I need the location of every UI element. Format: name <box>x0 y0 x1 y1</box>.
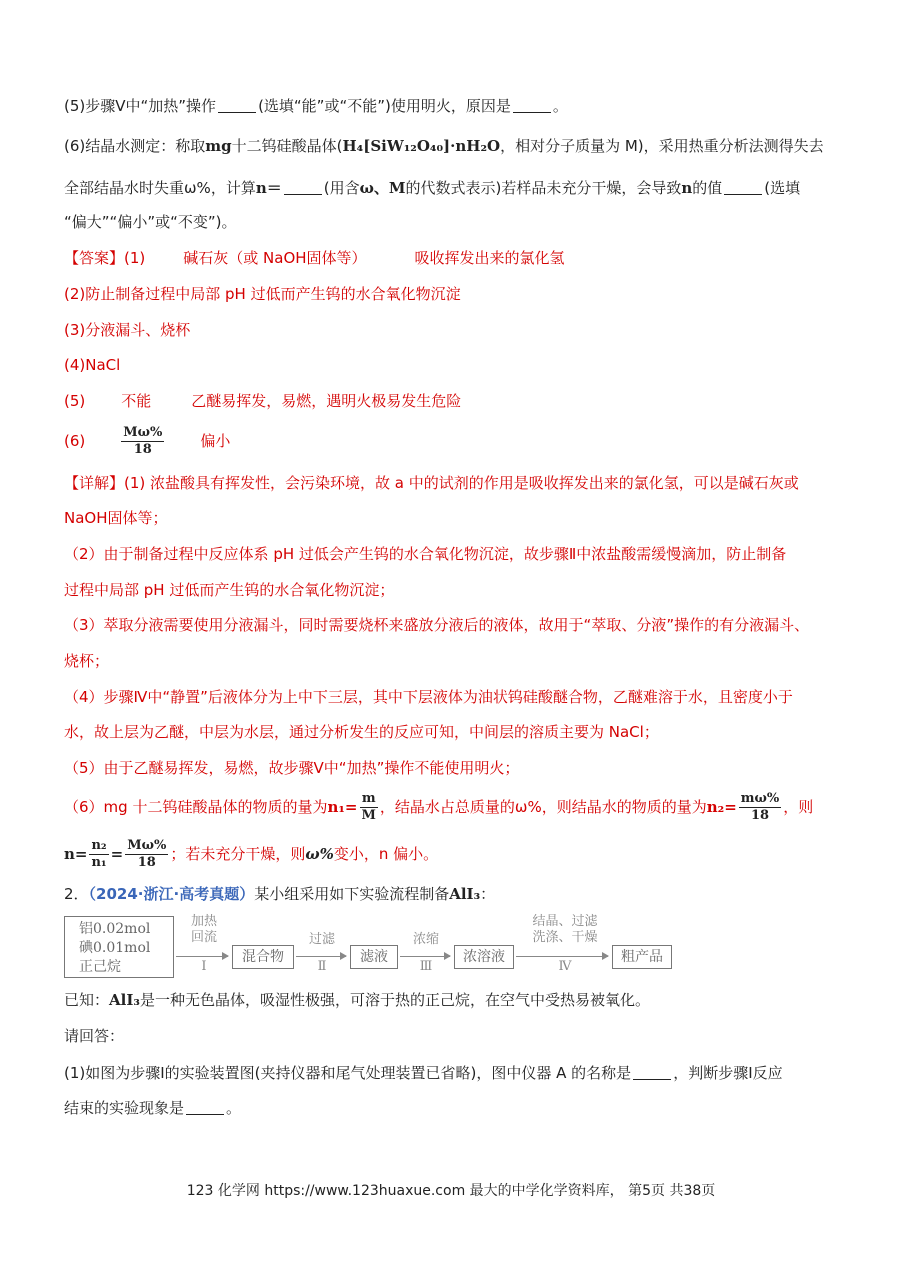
detail-4-line-2: 水，故上层为乙醚，中层为水层，通过分析发生的反应可知，中间层的溶质主要为 NaCl； <box>64 723 659 741</box>
detail-1-line-2: NaOH固体等； <box>64 509 168 527</box>
detail-tag: 【详解】 <box>64 474 125 492</box>
answer-6: (6) $\frac{M\omega\%}{18}$ 偏小 <box>64 425 231 457</box>
answer-blank <box>186 1100 224 1115</box>
detail-6-line-2: n= $\frac{\text{n₂}}{\text{n₁}}$ = $\frac{M\omega\%}{18}$ ；若未充分干燥，则ω%变小，n 偏小。 <box>64 838 439 870</box>
question-5: (5)步骤Ⅴ中“加热”操作 (选填“能”或“不能”)使用明火，原因是 。 <box>64 97 568 115</box>
detail-6-line-1: （6）mg 十二钨硅酸晶体的物质的量为n₁= $\frac{m}{M}$ ，结晶水占总质量的ω%，则结晶水的物质的量为n₂= $\frac{m\omega\%}{18}$ ，则 <box>64 791 814 823</box>
flow-box-mixture: 混合物 <box>232 945 294 969</box>
ask-label: 请回答： <box>64 1027 125 1045</box>
answer-blank <box>218 98 256 113</box>
detail-4-line-1: （4）步骤Ⅳ中“静置”后液体分为上中下三层，其中下层液体为油状钨硅酸醚合物，乙醚难溶于水，且密度小于 <box>64 688 793 706</box>
answer-blank <box>724 180 762 195</box>
fraction: $\frac{\text{n₂}}{\text{n₁}}$ <box>91 838 107 870</box>
flow-arrow <box>516 956 608 957</box>
flow-step-2-label: 过滤 <box>308 932 335 947</box>
answer-blank <box>633 1065 671 1080</box>
detail-3-line-1: （3）萃取分液需要使用分液漏斗，同时需要烧杯来盛放分液后的液体，故用于“萃取、分液”操作的有分液漏斗、 <box>64 616 810 634</box>
flow-start-box: 铝0.02mol 碘0.01mol 正己烷 <box>64 916 174 978</box>
flow-arrow <box>296 956 346 957</box>
detail-3-line-2: 烧杯； <box>64 652 110 670</box>
source-tag: （2024·浙江·高考真题） <box>88 885 255 903</box>
flow-arrow <box>400 956 450 957</box>
flow-step-3-label: 浓缩 <box>412 932 439 947</box>
known-condition: 已知：AlI₃是一种无色晶体，吸湿性极强，可溶于热的正己烷，在空气中受热易被氧化。 <box>64 991 650 1009</box>
answer-tag: 【答案】 <box>64 249 125 267</box>
detail-1-line-1: 【详解】(1) 浓盐酸具有挥发性，会污染环境，故 a 中的试剂的作用是吸收挥发出来的氯化氢，可以是碱石灰或 <box>64 474 799 492</box>
fraction: $\frac{M\omega\%}{18}$ <box>123 425 163 457</box>
answer-2: (2)防止制备过程中局部 pH 过低而产生钨的水合氧化物沉淀 <box>64 285 461 303</box>
fraction: $\frac{m}{M}$ <box>361 791 376 823</box>
page-footer: 123 化学网 https://www.123huaxue.com 最大的中学化学资料库， 第5页 共38页 <box>186 1183 716 1199</box>
answer-5: (5) 不能 乙醚易挥发，易燃，遇明火极易发生危险 <box>64 392 462 410</box>
flow-step-4-label: 结晶、过滤 洗涤、干燥 <box>532 914 598 945</box>
formula: H₄[SiW₁₂O₄₀]·nH₂O <box>342 137 501 155</box>
question-6-line-3: “偏大”“偏小”或“不变”)。 <box>64 213 237 231</box>
fraction: $\frac{m\omega\%}{18}$ <box>740 791 780 823</box>
detail-2-line-2: 过程中局部 pH 过低而产生钨的水合氧化物沉淀； <box>64 581 395 599</box>
answer-blank <box>284 180 322 195</box>
flow-step-1-label: 加热 回流 <box>190 914 217 945</box>
question-6-line-1: (6)结晶水测定：称取mg十二钨硅酸晶体(H₄[SiW₁₂O₄₀]·nH₂O，相对分子质量为 M)，采用热重分析法测得失去 <box>64 137 824 155</box>
question-2-1-line-2: 结束的实验现象是 。 <box>64 1099 242 1117</box>
flow-box-concentrate: 浓溶液 <box>454 945 514 969</box>
answer-blank <box>513 98 551 113</box>
question-2-header: 2．（2024·浙江·高考真题）某小组采用如下实验流程制备AlI₃： <box>64 885 496 903</box>
answer-1: 【答案】(1) 碱石灰（或 NaOH固体等） 吸收挥发出来的氯化氢 <box>64 249 565 267</box>
flow-box-filtrate: 滤液 <box>350 945 398 969</box>
detail-5: （5）由于乙醚易挥发，易燃，故步骤Ⅴ中“加热”操作不能使用明火； <box>64 759 520 777</box>
question-2-1-line-1: (1)如图为步骤Ⅰ的实验装置图(夹持仪器和尾气处理装置已省略)，图中仪器 A 的名称是 ，判断步骤Ⅰ反应 <box>64 1064 783 1082</box>
flow-arrow <box>176 956 228 957</box>
flow-box-crude-product: 粗产品 <box>612 945 672 969</box>
question-6-line-2: 全部结晶水时失重ω%，计算n＝ (用含ω、M的代数式表示)若样品未充分干燥，会导致n的值 (选填 <box>64 179 801 197</box>
answer-4: (4)NaCl <box>64 356 121 374</box>
detail-2-line-1: （2）由于制备过程中反应体系 pH 过低会产生钨的水合氧化物沉淀，故步骤Ⅱ中浓盐酸需缓慢滴加，防止制备 <box>64 545 787 563</box>
process-flow-diagram: 铝0.02mol 碘0.01mol 正己烷 加热 回流 Ⅰ 混合物 过滤 Ⅱ 滤液 浓缩 Ⅲ 浓溶液 结晶、过滤 洗涤、干燥 Ⅳ 粗产品 <box>64 912 704 982</box>
answer-3: (3)分液漏斗、烧杯 <box>64 321 191 339</box>
fraction: $\frac{M\omega\%}{18}$ <box>127 838 167 870</box>
